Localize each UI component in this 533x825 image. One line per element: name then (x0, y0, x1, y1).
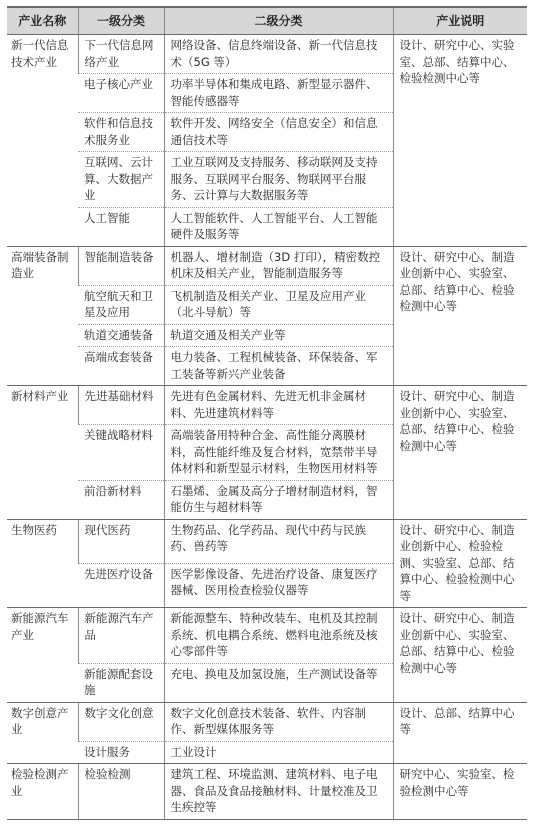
level2-category-cell: 工业互联网及支持服务、移动联网及支持服务、互联网平台服务、物联网平台服务、云计算与大数据服务等 (164, 152, 393, 208)
level1-category-cell: 航空航天和卫星及应用 (78, 285, 164, 324)
level1-category-cell: 新能源汽车产品 (78, 608, 164, 664)
table-row (7, 386, 527, 425)
level2-category-cell: 医学影像设备、先进治疗设备、康复医疗器械、医用检查检验仪器等 (164, 563, 393, 607)
level2-category-cell: 机器人、增材制造（3D 打印），精密数控机床及相关产业，智能制造服务等 (164, 246, 393, 285)
industry-description-cell: 设计、总部、结算中心等 (393, 702, 527, 764)
level2-category-cell: 功率半导体和集成电路、新型显示器件、智能传感器等 (164, 74, 393, 113)
level1-category-cell: 检验检测 (78, 764, 164, 820)
level1-category-cell: 关键战略材料 (78, 425, 164, 481)
industry-description-cell: 设计、研究中心、实验室、总部、结算中心、检验检测中心等 (393, 35, 527, 247)
level1-category-cell: 先进医疗设备 (78, 563, 164, 607)
level2-category-cell: 充电、换电及加氢设施，生产测试设备等 (164, 663, 393, 702)
level1-category-cell: 互联网、云计算、大数据产业 (78, 152, 164, 208)
level2-category-cell: 高端装备用特种合金、高性能分离膜材料，高性能纤维及复合材料，宽禁带半导体材料和新型显示材料，生物医用材料等 (164, 425, 393, 481)
level2-category-cell: 网络设备、信息终端设备、新一代信息技术（5G 等） (164, 35, 393, 74)
table-row (7, 246, 527, 285)
level2-category-cell: 建筑工程、环境监测、建筑材料、电子电器、食品及食品接触材料、计量校准及卫生疾控等 (164, 764, 393, 820)
level2-category-cell: 石墨烯、金属及高分子增材制造材料，智能仿生与超材料等 (164, 480, 393, 519)
header-industry: 产业名称 (7, 7, 78, 35)
level1-category-cell: 软件和信息技术服务业 (78, 113, 164, 152)
level1-category-cell: 先进基础材料 (78, 386, 164, 425)
industry-name-cell: 新能源汽车产业 (7, 608, 78, 703)
level2-category-cell: 工业设计 (164, 741, 393, 764)
level1-category-cell: 新能源配套设施 (78, 663, 164, 702)
level2-category-cell: 数字文化创意技术装备、软件、内容制作、新型媒体服务等 (164, 702, 393, 741)
industry-name-cell: 新材料产业 (7, 386, 78, 520)
table-header-row (7, 7, 527, 35)
level1-category-cell: 高端成套装备 (78, 347, 164, 386)
level1-category-cell: 现代医药 (78, 519, 164, 563)
table-row (7, 764, 527, 820)
level2-category-cell: 轨道交通及相关产业等 (164, 324, 393, 347)
table-row (7, 702, 527, 741)
table-body (7, 35, 527, 820)
header-level1: 一级分类 (78, 7, 164, 35)
industry-description-cell: 设计、研究中心、制造业创新中心、实验室、总部、结算中心、检验检测中心等 (393, 246, 527, 386)
level2-category-cell: 电力装备、工程机械装备、环保装备、军工装备等新兴产业装备 (164, 347, 393, 386)
level1-category-cell: 轨道交通装备 (78, 324, 164, 347)
level1-category-cell: 智能制造装备 (78, 246, 164, 285)
header-description: 产业说明 (393, 7, 527, 35)
level1-category-cell: 前沿新材料 (78, 480, 164, 519)
industry-name-cell: 数字创意产业 (7, 702, 78, 764)
industry-name-cell: 高端装备制造业 (7, 246, 78, 386)
level1-category-cell: 设计服务 (78, 741, 164, 764)
level1-category-cell: 下一代信息网络产业 (78, 35, 164, 74)
level2-category-cell: 人工智能软件、人工智能平台、人工智能硬件及服务等 (164, 207, 393, 246)
level2-category-cell: 飞机制造及相关产业、卫星及应用产业（北斗导航）等 (164, 285, 393, 324)
industry-classification-table (7, 6, 527, 820)
level2-category-cell: 软件开发、网络安全（信息安全）和信息通信技术等 (164, 113, 393, 152)
industry-description-cell: 设计、研究中心、制造业创新中心、实验室、总部、结算中心、检验检测中心等 (393, 608, 527, 703)
industry-name-cell: 新一代信息技术产业 (7, 35, 78, 247)
industry-name-cell: 生物医药 (7, 519, 78, 608)
industry-description-cell: 设计、研究中心、制造业创新中心、检验检测、实验室、总部、结算中心、检验检测中心等 (393, 519, 527, 608)
level1-category-cell: 人工智能 (78, 207, 164, 246)
level2-category-cell: 先进有色金属材料、先进无机非金属材料、先进建筑材料等 (164, 386, 393, 425)
industry-description-cell: 设计、研究中心、制造业创新中心、实验室、总部、结算中心、检验检测中心等 (393, 386, 527, 520)
table-row (7, 519, 527, 563)
level1-category-cell: 数字文化创意 (78, 702, 164, 741)
level2-category-cell: 新能源整车、特种改装车、电机及其控制系统、机电耦合系统、燃料电池系统及核心零部件等 (164, 608, 393, 664)
level2-category-cell: 生物药品、化学药品、现代中药与民族药、兽药等 (164, 519, 393, 563)
level1-category-cell: 电子核心产业 (78, 74, 164, 113)
header-level2: 二级分类 (164, 7, 393, 35)
table-row (7, 608, 527, 664)
industry-name-cell: 检验检测产业 (7, 764, 78, 820)
table-row (7, 35, 527, 74)
industry-description-cell: 研究中心、实验室、检验检测中心等 (393, 764, 527, 820)
